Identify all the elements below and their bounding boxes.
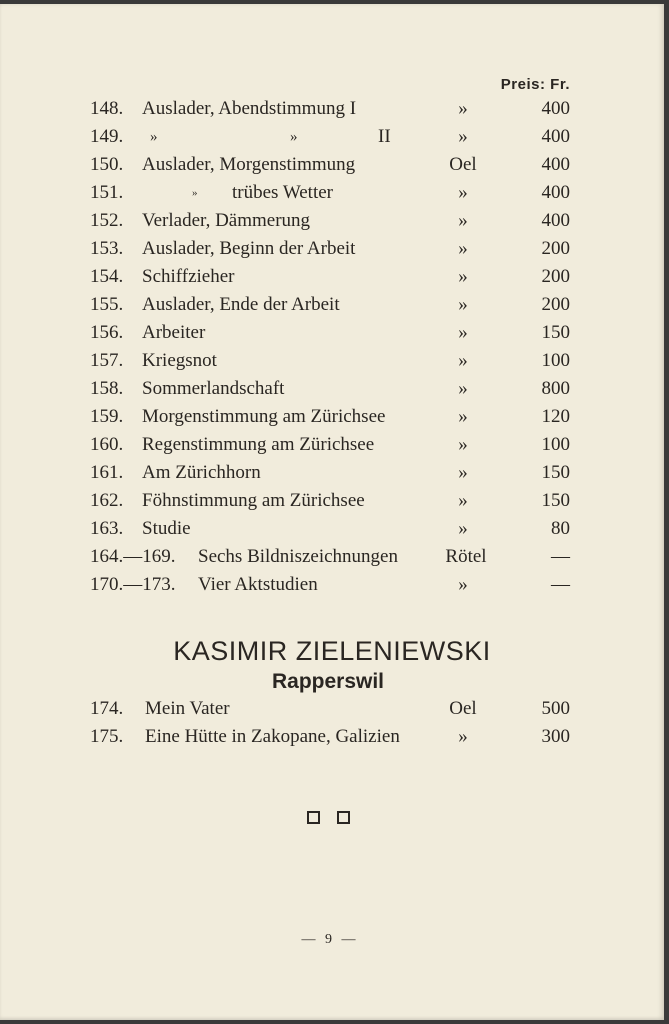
entry-medium: » [458, 238, 468, 259]
entry-number: 175. [90, 726, 124, 747]
entry-number: 154. [90, 266, 124, 287]
entry-number: 149. [90, 126, 124, 147]
entry-number: 163. [90, 518, 124, 539]
entry-price: 150 [541, 462, 570, 483]
entry-price: 200 [541, 238, 570, 259]
artist-city: Rapperswil [271, 670, 385, 693]
entry-medium: » [458, 518, 468, 539]
entry-number: 159. [90, 406, 124, 427]
entry-medium: » [458, 574, 468, 595]
entry-medium: » [458, 726, 468, 747]
entry-medium: » [458, 182, 468, 203]
entry-number: 156. [90, 322, 124, 343]
entry-medium: Rötel [445, 546, 487, 567]
entry-price: 400 [541, 210, 570, 231]
scan-edge-right [664, 0, 669, 1024]
entry-price: 800 [541, 378, 570, 399]
entry-title: Auslader, Morgenstimmung [142, 154, 356, 175]
entry-title: Vier Aktstudien [198, 574, 318, 595]
entry-number: 155. [90, 294, 124, 315]
entry-medium: » [458, 434, 468, 455]
ornament-square [337, 811, 350, 824]
ditto-mark: » [290, 129, 298, 145]
entry-price: 80 [551, 518, 570, 539]
entry-price: 500 [541, 698, 570, 719]
entry-number: 151. [90, 182, 124, 203]
entry-title: Eine Hütte in Zakopane, Galizien [145, 726, 400, 747]
entry-title: Studie [142, 518, 191, 539]
entry-price: 150 [541, 322, 570, 343]
ditto-mark: » [150, 129, 158, 145]
entry-medium: » [458, 210, 468, 231]
entry-title: Sommerlandschaft [142, 378, 285, 399]
entry-title: trübes Wetter [232, 182, 334, 203]
entry-price: — [551, 546, 570, 567]
entry-number: 158. [90, 378, 124, 399]
price-column-header: Preis: Fr. [500, 76, 570, 93]
entry-title: Auslader, Abendstimmung I [142, 98, 357, 119]
entry-medium: » [458, 378, 468, 399]
entry-medium: » [458, 266, 468, 287]
entry-price: 300 [541, 726, 570, 747]
entry-medium: Oel [449, 698, 477, 719]
page-number: — 9 — [301, 932, 359, 947]
scan-edge-bottom [0, 1020, 669, 1024]
entry-number: 157. [90, 350, 124, 371]
entry-medium: » [458, 406, 468, 427]
entry-title: Morgenstimmung am Zürichsee [142, 406, 386, 427]
catalogue-page [0, 4, 664, 1020]
entry-title: Verlader, Dämmerung [142, 210, 311, 231]
entry-number: 160. [90, 434, 124, 455]
entry-number: 162. [90, 490, 124, 511]
artist-name: KASIMIR ZIELENIEWSKI [173, 636, 491, 666]
entry-medium: » [458, 462, 468, 483]
entry-title: Mein Vater [145, 698, 230, 719]
entry-medium: » [458, 322, 468, 343]
entry-medium: » [458, 490, 468, 511]
entry-price: 400 [541, 182, 570, 203]
ditto-mark: » [192, 187, 198, 199]
entry-price: 400 [541, 98, 570, 119]
entry-price: 120 [541, 406, 570, 427]
entry-price: 400 [541, 154, 570, 175]
entry-price: 200 [541, 266, 570, 287]
entry-number: 148. [90, 98, 124, 119]
entry-title: Regenstimmung am Zürichsee [142, 434, 375, 455]
entry-title: Föhnstimmung am Zürichsee [142, 490, 365, 511]
entry-medium: » [458, 294, 468, 315]
entry-title: Sechs Bildniszeichnungen [198, 546, 398, 567]
entry-number: 161. [90, 462, 124, 483]
entry-title-roman: II [378, 126, 391, 147]
entry-title: Auslader, Ende der Arbeit [142, 294, 340, 315]
entry-title: Arbeiter [142, 322, 206, 343]
entry-title: Kriegsnot [142, 350, 217, 371]
entry-price: 400 [541, 126, 570, 147]
entry-number: 164.—169. [90, 546, 176, 567]
entry-price: 100 [541, 350, 570, 371]
entry-number: 174. [90, 698, 124, 719]
entry-number: 150. [90, 154, 124, 175]
ornament-square [307, 811, 320, 824]
entry-title: Auslader, Beginn der Arbeit [142, 238, 356, 259]
entry-medium: » [458, 350, 468, 371]
entry-medium: » [458, 98, 468, 119]
entry-price: — [551, 574, 570, 595]
entry-title: Schiffzieher [142, 266, 235, 287]
entry-medium: Oel [449, 154, 477, 175]
entry-price: 100 [541, 434, 570, 455]
entry-number: 152. [90, 210, 124, 231]
entry-number: 153. [90, 238, 124, 259]
entry-price: 200 [541, 294, 570, 315]
entry-number: 170.—173. [90, 574, 176, 595]
entry-medium: » [458, 126, 468, 147]
section-ornament [307, 811, 355, 825]
entry-title: Am Zürichhorn [142, 462, 261, 483]
entry-price: 150 [541, 490, 570, 511]
